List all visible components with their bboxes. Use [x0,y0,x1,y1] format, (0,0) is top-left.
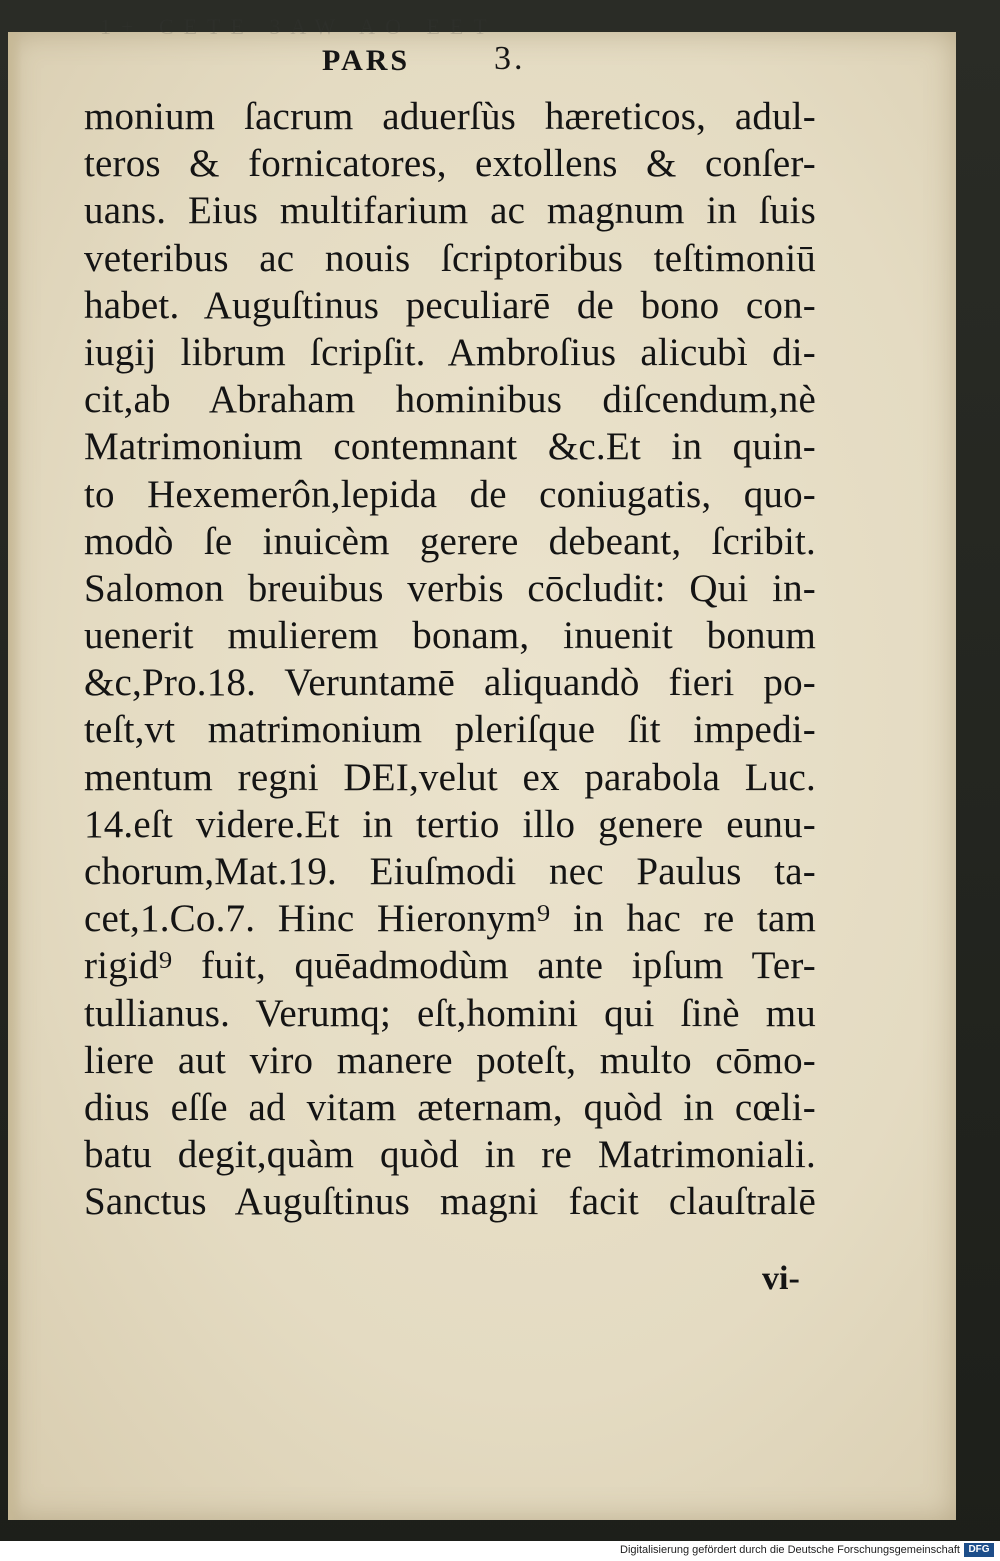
text-line: habet. Auguſtinus peculiarē de bono con- [84,283,816,327]
page-number: 3. [494,40,526,77]
footer-credit: Digitalisierung gefördert durch die Deutsche Forschungsgemeinschaft [620,1544,960,1556]
text-line: uans. Eius multifarium ac magnum in ſuis [84,189,816,233]
text-line: tullianus. Verumq; eſt,homini qui ſinè mu [84,991,816,1035]
text-line: &c,Pro.18. Veruntamē aliquandò fieri po- [84,661,816,705]
page-gutter-shadow [8,32,22,1520]
text-line: Sanctus Auguſtinus magni facit clauſtralē [84,1180,816,1224]
text-line: uenerit mulierem bonam, inuenit bonum [84,614,816,658]
text-line: modò ſe inuicèm gerere debeant, ſcribit. [84,519,816,563]
text-line: Salomon breuibus verbis cōcludit: Qui in- [84,566,816,610]
text-line: iugij librum ſcripſit. Ambroſius alicubì di- [84,330,816,374]
body-text [84,93,816,1226]
text-line: 14.eſt videre.Et in tertio illo genere eunu- [84,802,816,846]
text-line: chorum,Mat.19. Eiuſmodi nec Paulus ta- [84,850,816,893]
header-title: PARS [322,44,411,77]
text-line: cit,ab Abraham hominibus diſcendum,nè [84,378,816,422]
text-line: cet,1.Co.7. Hinc Hieronym⁹ in hac re tam [84,897,816,941]
text-line: Matrimonium contemnant &c.Et in quin- [84,425,816,469]
dfg-logo: DFG [964,1543,994,1557]
text-line: mentum regni DEI,velut ex parabola Luc. [84,755,816,799]
text-line: to Hexemerôn,lepida de coniugatis, quo- [84,472,816,516]
text-line: monium ſacrum aduerſùs hæreticos, adul- [84,95,816,138]
bleed-through-text: 1+ CETE 3AW AO EET [100,14,497,39]
catchword: vi- [762,1260,800,1297]
text-line: batu degit,quàm quòd in re Matrimoniali. [84,1133,816,1177]
text-line: teſt,vt matrimonium pleriſque ſit impedi- [84,708,816,752]
text-line: teros & fornicatores, extollens & conſer- [84,142,816,186]
text-line: veteribus ac nouis ſcriptoribus teſtimoniū [84,236,816,280]
text-line: rigid⁹ fuit, quēadmodùm ante ipſum Ter- [84,944,816,988]
running-header [322,40,582,84]
text-line: liere aut viro manere poteſt, multo cōmo- [84,1038,816,1082]
text-line: dius eſſe ad vitam æternam, quòd in cœli- [84,1085,816,1129]
